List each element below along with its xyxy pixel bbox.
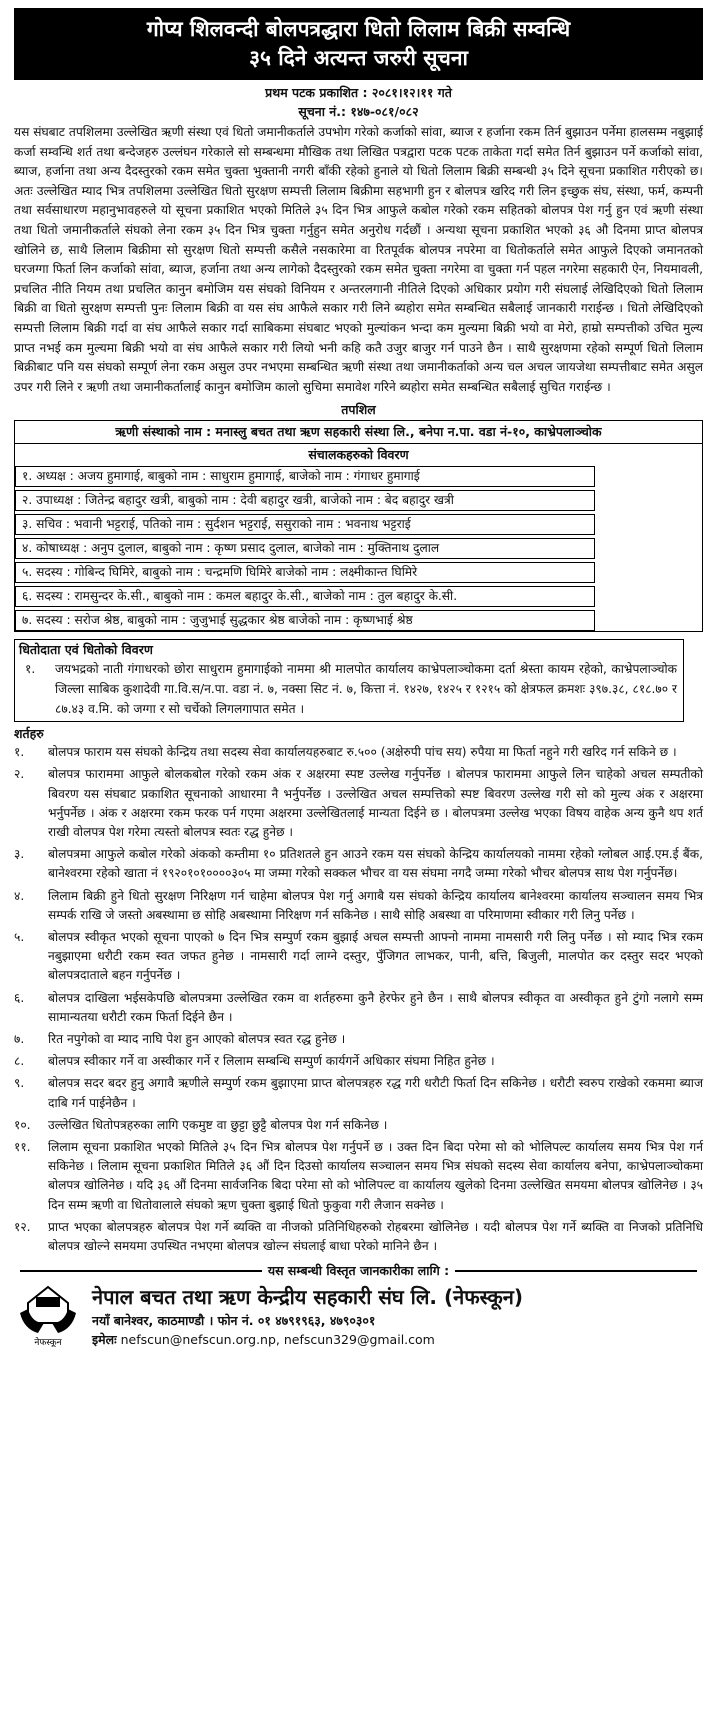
directors-list bbox=[15, 466, 702, 631]
term-text: लिलाम सूचना प्रकाशित भएको मितिले ३५ दिन भित्र बोलपत्र पेश गर्नुपर्ने छ । उक्त दिन बिदा परेमा सो को भोलिपल्ट कार्यालय समय भित्र पेश गर्न सकिनेछ । लिलाम सूचना प्रकाशित मितिले ३६ औं दिन दिउसो कार्यालय सञ्चालन समय भित्र संघको सदस्य सेवा कार्यालय बनेपा, काभ्रेपलाञ्चोकमा बोलपत्र खोलिनेछ । यदि ३६ औं दिनमा सार्वजनिक बिदा परेमा सो को भोलिपल्ट वा कार्यालय खुलेको दिनमा उल्लेखित समयमा बोलपत्र खोलिनेछ । ३५ दिन सम्म ऋणी वा धितोवालाले संघको ऋण चुक्ता बुझाई धितो फुकुवा गरी लैजान सक्नेछ । bbox=[48, 1139, 703, 1212]
term-text: बोलपत्र फाराम यस संघको केन्द्रिय तथा सदस्य सेवा कार्यालयहरुबाट रु.५०० (अक्षेरुपी पांच सय) रुपैया मा फिर्ता नहुने गरी खरिद गर्न सकिने छ । bbox=[48, 745, 677, 760]
term-number: १. bbox=[14, 745, 25, 760]
term-number: ७. bbox=[14, 1031, 25, 1046]
notice-number: सूचना नं.: १४७-०८१/०८२ bbox=[298, 104, 419, 119]
organization-info bbox=[92, 1283, 523, 1349]
banner-title-line2: ३५ दिने अत्यन्त जरुरी सूचना bbox=[249, 46, 468, 70]
email-label: इमेलः bbox=[92, 1332, 117, 1348]
term-item bbox=[14, 989, 703, 1027]
director-row: ६. सदस्य : रामसुन्दर के.सी., बाबुको नाम : कमल बहादुर के.सी., बाजेको नाम : तुल बहादुर के.सी. bbox=[15, 586, 595, 607]
contact-lead: यस सम्बन्धी विस्तृत जानकारीका लागि : bbox=[267, 1263, 450, 1279]
term-item bbox=[14, 1138, 703, 1215]
terms-title: शर्तहरु bbox=[14, 726, 44, 742]
borrower-name: ऋणी संस्थाको नाम : मनास्लु बचत तथा ऋण सहकारी संस्था लि., बनेपा न.पा. वडा नं-१०, काभ्रेपलाञ्चोक bbox=[15, 421, 702, 444]
term-number: ९. bbox=[14, 1076, 25, 1091]
term-text: बोलपत्र स्वीकृत भएको सूचना पाएको ७ दिन भित्र सम्पुर्ण रकम बुझाई अचल सम्पत्ती आफ्नो नाममा नामसारी गरी लिनु पर्नेछ । सो म्याद भित्र रकम नबुझाएमा धरौटी रकम स्वत जफत हुनेछ । नामसारी गर्दा लाग्ने दस्तुर, पुँजिगत लाभकर, पानी, बत्ति, बिजुली, मालपोत कर दस्तुर सदर भएको बोलपत्रदाताले बहन गर्नुपर्नेछ । bbox=[48, 929, 703, 983]
term-number: ४. bbox=[14, 888, 25, 903]
term-item bbox=[14, 1074, 703, 1112]
banner-title-line1: गोप्य शिलवन्दी बोलपत्रद्धारा धितो लिलाम बिक्री सम्वन्धि bbox=[146, 17, 571, 41]
terms-list bbox=[14, 743, 703, 1256]
term-item bbox=[14, 928, 703, 986]
director-row: ५. सदस्य : गोबिन्द घिमिरे, बाबुको नाम : चन्द्रमणि घिमिरे बाजेको नाम : लक्ष्मीकान्त घिमिरे bbox=[15, 562, 595, 583]
term-item bbox=[14, 845, 703, 883]
collateral-list bbox=[15, 660, 683, 721]
directors-title: संचालकहरुको विवरण bbox=[308, 447, 409, 463]
collateral-box bbox=[14, 639, 684, 722]
svg-text:नेफस्कून: नेफस्कून bbox=[34, 1338, 62, 1348]
intro-paragraph: यस संघबाट तपशिलमा उल्लेखित ऋणी संस्था एवं धितो जमानीकर्ताले उपभोग गरेको कर्जाको सांवा, ब्याज र हर्जाना रकम तिर्न बुझाउन पर्नेमा हालसम्म नबुझाई कर्जा सम्वन्धि शर्त तथा बन्देजहरु उल्लंघन गरेकाले सो सम्बन्धमा मौखिक तथा लिखित पत्रद्वारा पटक पटक ताकेता गर्दा समेत तिर्न बुझाउन पर्ने कर्जाको सांवा, ब्याज, हर्जाना तथा अन्य दैदस्तुरको रकम समेत चुक्ता भुक्तानी नगरी बाँकी रहेको हुनाले यो धितो लिलाम बिक्री सम्बन्धी ३५ दिने सूचना प्रकाशित गरीएको छ। अतः उल्लेखित म्याद भित्र तपशिलमा उल्लेखित धितो सुरक्षण सम्पत्ती लिलाम बिक्रीमा सहभागी हुन र बोलपत्र खरिद गरी लिन इच्छुक संघ, संस्था, फर्म, कम्पनी तथा सर्वसाधारण महानुभावहरुले यो सूचना प्रकाशित भएको मितिले ३५ दिन भित्र आफुले कबोल गरेको रकम सहितको बोलपत्र पेश गर्नु हुन एवं ऋणी संस्था तथा धितो जमानीकर्ताले संघको लेना रकम ३५ दिन भित्र चुक्ता गर्नुहुन समेत अनुरोध गर्दछौं । अन्यथा सूचना प्रकाशित भएको ३६ औ दिनमा प्राप्त बोलपत्र खोलिने छ, साथै लिलाम बिक्रीमा सो सुरक्षण धितो सम्पत्ती कसैले नसकारेमा वा रितपूर्वक बोलपत्र नपरेमा वा धितोकर्ताले समेत आफुले दिएको जमानतको घरजग्गा फिर्ता लिन कर्जाको सांवा, ब्याज, हर्जाना तथा अन्य लागेको दैदस्तुरको रकम समेत चुक्ता नगरेमा वा चुक्ता गर्न पहल नगरेमा सहकारी ऐन, नियमावली, प्रचलित नीति नियम तथा प्रचलित कानुन बमोजिम यस संघको विनियम र अन्तरलगानी नीतिले दिएको अधिकार प्रयोग गरी संघलाई लेखिदिएको धितो लिलाम बिक्री वा धितो सुरक्षण सम्पत्ती पुनः लिलाम बिक्री वा यस संघ आफैले सकार गरी लिने ब्यहोरा समेत सम्बन्धित सबैलाई जानकारी गराईन्छ । धितो लेखिदिएको सम्पत्ती लिलाम बिक्री गर्दा वा संघ आफैले सकार गर्दा साबिकमा संघबाट भएको मुल्यांकन भन्दा कम मुल्यमा बिक्री भयो वा मेरो, हाम्रो सम्पत्तीको उचित मुल्य प्राप्त नभई कम मुल्यमा बिक्री भयो वा संघ आफैले सकार गरी लियो भनी कहि कतै उजुर बाजुर गर्न पाउने छैन । साथै सुरक्षणमा रहेको सम्पूर्ण धितो लिलाम बिक्रीबाट पनि यस संघको सम्पूर्ण लेना रकम असुल उपर नभएमा सम्बन्धित ऋणी संस्था तथा जमानीकर्ताको अन्य चल अचल जायजेथा सम्पत्तीबाट समेत असुल उपर गरी लिने र ऋणी तथा जमानीकर्तालाई कानुन बमोजिम कालो सुचिमा समावेश गरिने ब्यहोरा समेत सम्बन्धित सबैलाई सुचित गराईन्छ । bbox=[14, 125, 703, 394]
term-item bbox=[14, 1052, 703, 1071]
divider-left bbox=[20, 1270, 262, 1272]
term-text: बोलपत्र स्वीकार गर्ने वा अस्वीकार गर्ने र लिलाम सम्बन्धि सम्पुर्ण कार्यगर्ने अधिकार संघमा निहित हुनेछ । bbox=[48, 1054, 495, 1069]
term-text: बोलपत्र दाखिला भईसकेपछि बोलपत्रमा उल्लेखित रकम वा शर्तहरुमा कुनै हेरफेर हुने छैन । साथै बोलपत्र स्वीकृत वा अस्वीकृत हुने टुंगो नलागे सम्म सामान्यतया धरौटी रकम फिर्ता दिईने छैन । bbox=[48, 990, 703, 1024]
term-text: प्राप्त भएका बोलपत्रहरु बोलपत्र पेश गर्ने ब्यक्ति वा नीजको प्रतिनिधिहरुको रोहबरमा खोलिनेछ । यदी बोलपत्र पेश गर्ने ब्यक्ति वा निजको प्रतिनिधि बोलपत्र खोल्ने समयमा उपस्थित नभएमा बोलपत्र खोल्न संघलाई बाधा परेको मानिने छैन । bbox=[48, 1219, 703, 1253]
term-text: बोलपत्र फाराममा आफुले बोलकबोल गरेको रकम अंक र अक्षरमा स्पष्ट उल्लेख गर्नुपर्नेछ । बोलपत्र फाराममा आफुले लिन चाहेको अचल सम्पतीको बिवरण यस संघबाट प्रकाशित सूचनाको आधारमा नै भर्नुपर्नेछ । उल्लेखित अचल सम्पत्तिको स्पष्ट बिवरण उल्लेख गरी सो को मुल्य अंक र अक्षरमा भर्नुपर्नेछ । अंक र अक्षरमा रकम फरक पर्न गएमा अक्षरमा उल्लेखितलाई मान्यता दिईने छ । बोलपत्रमा उल्लेख भएका विषय वाहेक अन्य कुनै थप शर्त राखी वोलपत्र पेश गरेमा त्यस्तो बोलपत्र स्वतः रद्ध हुनेछ । bbox=[48, 767, 703, 839]
term-text: बोलपत्र सदर बदर हुनु अगावै ऋणीले सम्पुर्ण रकम बुझाएमा प्राप्त बोलपत्रहरु रद्ध गरी धरौटी फिर्ता दिन सकिनेछ । धरौटी स्वरुप राखेको रकममा ब्याज दाबि गर्न पाईनेछैन । bbox=[48, 1076, 703, 1110]
schedule-title: तपशिल bbox=[341, 402, 376, 418]
first-publish-date: प्रथम पटक प्रकाशित : २०८१।१२।११ गते bbox=[265, 85, 452, 100]
term-item bbox=[14, 887, 703, 925]
collateral-item bbox=[15, 660, 683, 721]
director-row: २. उपाध्यक्ष : जितेन्द्र बहादुर खत्री, बाबुको नाम : देवी बहादुर खत्री, बाजेको नाम : बेद बहादुर खत्री bbox=[15, 490, 595, 511]
term-number: १०. bbox=[14, 1117, 31, 1132]
director-row: ३. सचिव : भवानी भट्टराई, पतिको नाम : सुर्दशन भट्टराई, ससुराको नाम : भवनाथ भट्टराई bbox=[15, 514, 595, 535]
director-row: १. अध्यक्ष : अजय हुमागाई, बाबुको नाम : साधुराम हुमागाई, बाजेको नाम : गंगाधर हुमागाई bbox=[15, 466, 595, 487]
term-item bbox=[14, 765, 703, 842]
organization-address: नयाँ बानेश्वर, काठमाण्डौ । फोन नं. ०१ ४७९१९६३, ४७९०३०१ bbox=[92, 1313, 376, 1329]
footer bbox=[14, 1283, 703, 1349]
contact-divider bbox=[14, 1262, 703, 1279]
term-number: ८. bbox=[14, 1054, 25, 1069]
term-number: ६. bbox=[14, 990, 25, 1005]
term-number: १२. bbox=[14, 1219, 31, 1234]
term-text: लिलाम बिक्री हुने धितो सुरक्षण निरिक्षण गर्न चाहेमा बोलपत्र पेश गर्नु अगाबै यस संघको केन्द्रिय कार्यालय बानेश्वरमा कार्यालय सञ्चालन समय भित्र सम्पर्क राखि जे जस्तो अबस्थामा छ सोहि अबस्थामा निरिक्षण गर्न सकिनेछ । साथै सोहि अबस्था वा परिमाणमा स्वीकार गरी लिनु पर्नेछ । bbox=[48, 888, 703, 922]
email-value[interactable]: nefscun@nefscun.org.np, nefscun329@gmail.com bbox=[120, 1332, 435, 1348]
notice-banner bbox=[14, 8, 703, 80]
director-row: ४. कोषाध्यक्ष : अनुप दुलाल, बाबुको नाम : कृष्ण प्रसाद दुलाल, बाजेको नाम : मुक्तिनाथ दुलाल bbox=[15, 538, 595, 559]
term-text: रित नपुगेको वा म्याद नाघि पेश हुन आएको बोलपत्र स्वत रद्ध हुनेछ । bbox=[48, 1031, 346, 1046]
collateral-item-number: १. bbox=[25, 662, 36, 677]
term-text: बोलपत्रमा आफुले कबोल गरेको अंकको कम्तीमा १० प्रतिशतले हुन आउने रकम यस संघको केन्द्रिय कार्यालयको नाममा रहेको ग्लोबल आई.एम.ई बैंक, बानेश्वरमा रहेको खाता नं १९२०१०१००००३०५ मा जम्मा गरेको सक्कल भौचर वा यस संघमा नगदै जम्मा गरेको भौचर बोलपत्र साथ पेश गर्नुपर्नेछ। bbox=[48, 847, 703, 881]
divider-right bbox=[455, 1270, 697, 1272]
term-item bbox=[14, 1218, 703, 1256]
organization-email bbox=[92, 1330, 523, 1349]
term-number: ११. bbox=[14, 1139, 31, 1154]
schedule-table bbox=[14, 420, 703, 632]
term-item bbox=[14, 1116, 703, 1135]
term-item bbox=[14, 743, 703, 762]
director-row: ७. सदस्य : सरोज श्रेष्ठ, बाबुको नाम : जुजुभाई सुद्धकार श्रेष्ठ बाजेको नाम : कृष्णभाई श्रेष्ठ bbox=[15, 610, 595, 631]
term-number: ३. bbox=[14, 847, 25, 862]
term-number: २. bbox=[14, 767, 25, 782]
collateral-item-text: जयभद्रको नाती गंगाधरको छोरा साधुराम हुमागाईको नाममा श्री मालपोत कार्यालय काभ्रेपलाञ्चोकमा दर्ता श्रेस्ता कायम रहेको, काभ्रेपलाञ्चोक जिल्ला साबिक कुशादेवी गा.वि.स/न.पा. वडा नं. ७, नक्सा सिट नं. ७, कित्ता नं. १४२७, १४२५ र १२१५ को क्षेत्रफल क्रमशः ३९७.३८, ८१८.७० र ८७.४३ व.मि. को जग्गा र सो चर्चेको लिगलगापात समेत । bbox=[55, 662, 677, 716]
term-text: उल्लेखित धितोपत्रहरुका लागि एकमुष्ट वा छुट्टा छुट्टै बोलपत्र पेश गर्न सकिनेछ । bbox=[48, 1117, 388, 1132]
publication-info bbox=[14, 83, 703, 121]
nefscun-logo-icon bbox=[14, 1283, 82, 1347]
term-item bbox=[14, 1030, 703, 1049]
organization-name: नेपाल बचत तथा ऋण केन्द्रीय सहकारी संघ लि. (नेफस्कून) bbox=[92, 1285, 524, 1310]
term-number: ५. bbox=[14, 929, 25, 944]
collateral-title: धितोदाता एवं धितोको विवरण bbox=[19, 642, 153, 658]
